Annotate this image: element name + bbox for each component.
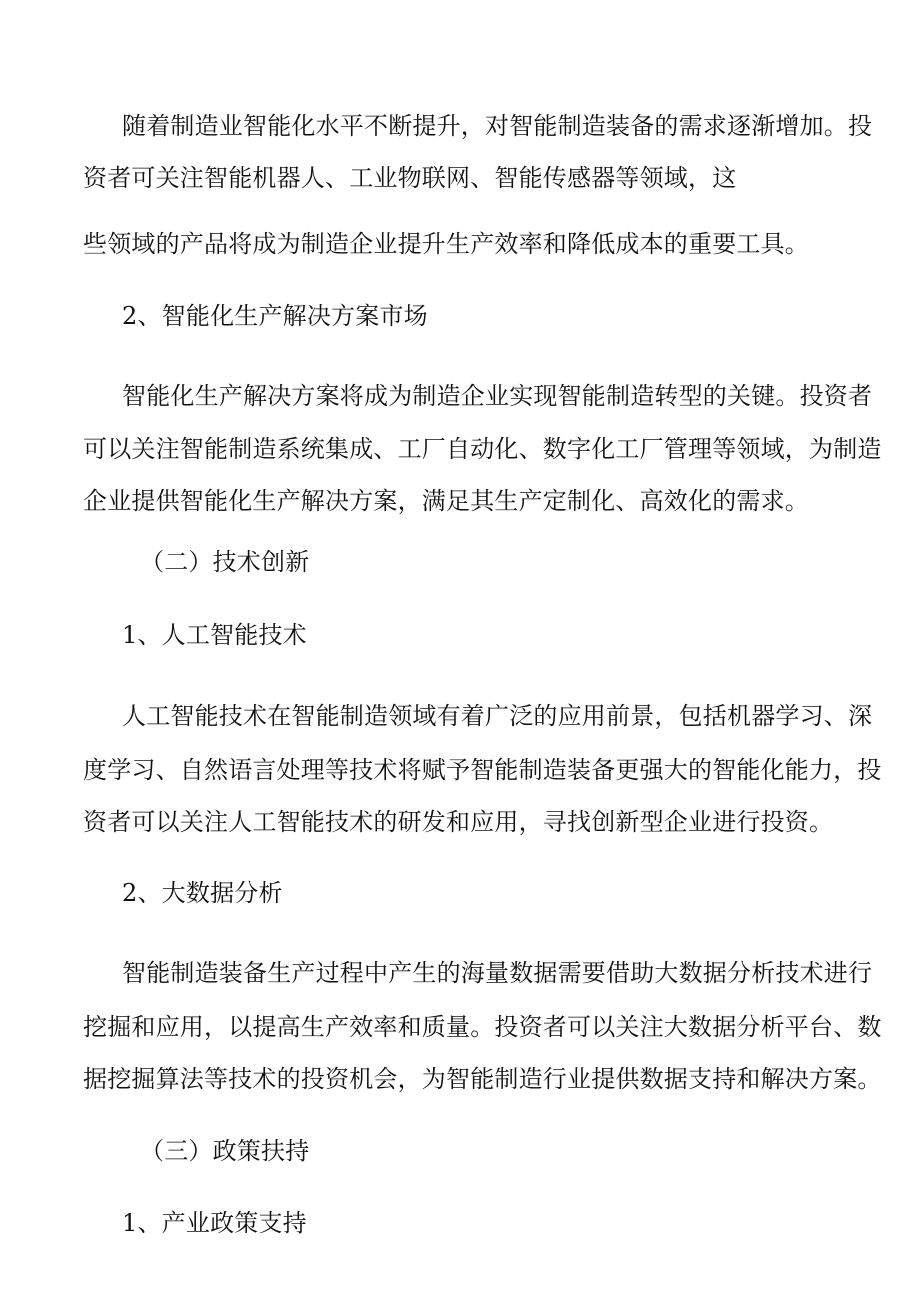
paragraph-3-line-1: 人工智能技术在智能制造领域有着广泛的应用前景，包括机器学习、深 (122, 702, 873, 730)
paragraph-2-line-2: 可以关注智能制造系统集成、工厂自动化、数字化工厂管理等领域，为制造 (83, 435, 882, 463)
heading-smart-production-solutions: 2、智能化生产解决方案市场 (122, 302, 428, 330)
paragraph-4-line-2: 挖掘和应用，以提高生产效率和质量。投资者可以关注大数据分析平台、数 (83, 1013, 882, 1041)
section-policy-support: （三）政策扶持 (140, 1137, 310, 1165)
paragraph-2-line-1: 智能化生产解决方案将成为制造企业实现智能制造转型的关键。投资者 (122, 382, 873, 410)
paragraph-2-line-3: 企业提供智能化生产解决方案，满足其生产定制化、高效化的需求。 (83, 487, 809, 515)
paragraph-4-line-3: 据挖掘算法等技术的投资机会，为智能制造行业提供数据支持和解决方案。 (83, 1065, 882, 1093)
section-technical-innovation: （二）技术创新 (140, 548, 310, 576)
heading-ai-technology: 1、人工智能技术 (122, 621, 307, 649)
paragraph-1-line-3: 些领域的产品将成为制造企业提升生产效率和降低成本的重要工具。 (83, 230, 809, 258)
paragraph-1-line-1: 随着制造业智能化水平不断提升，对智能制造装备的需求逐渐增加。投 (122, 112, 873, 140)
heading-industry-policy-support: 1、产业政策支持 (122, 1209, 307, 1237)
heading-big-data-analysis: 2、大数据分析 (122, 879, 283, 907)
paragraph-3-line-3: 资者可以关注人工智能技术的研发和应用，寻找创新型企业进行投资。 (83, 808, 834, 836)
paragraph-3-line-2: 度学习、自然语言处理等技术将赋予智能制造装备更强大的智能化能力，投 (83, 756, 882, 784)
paragraph-4-line-1: 智能制造装备生产过程中产生的海量数据需要借助大数据分析技术进行 (122, 959, 873, 987)
paragraph-1-line-2: 资者可关注智能机器人、工业物联网、智能传感器等领域，这 (83, 164, 737, 192)
